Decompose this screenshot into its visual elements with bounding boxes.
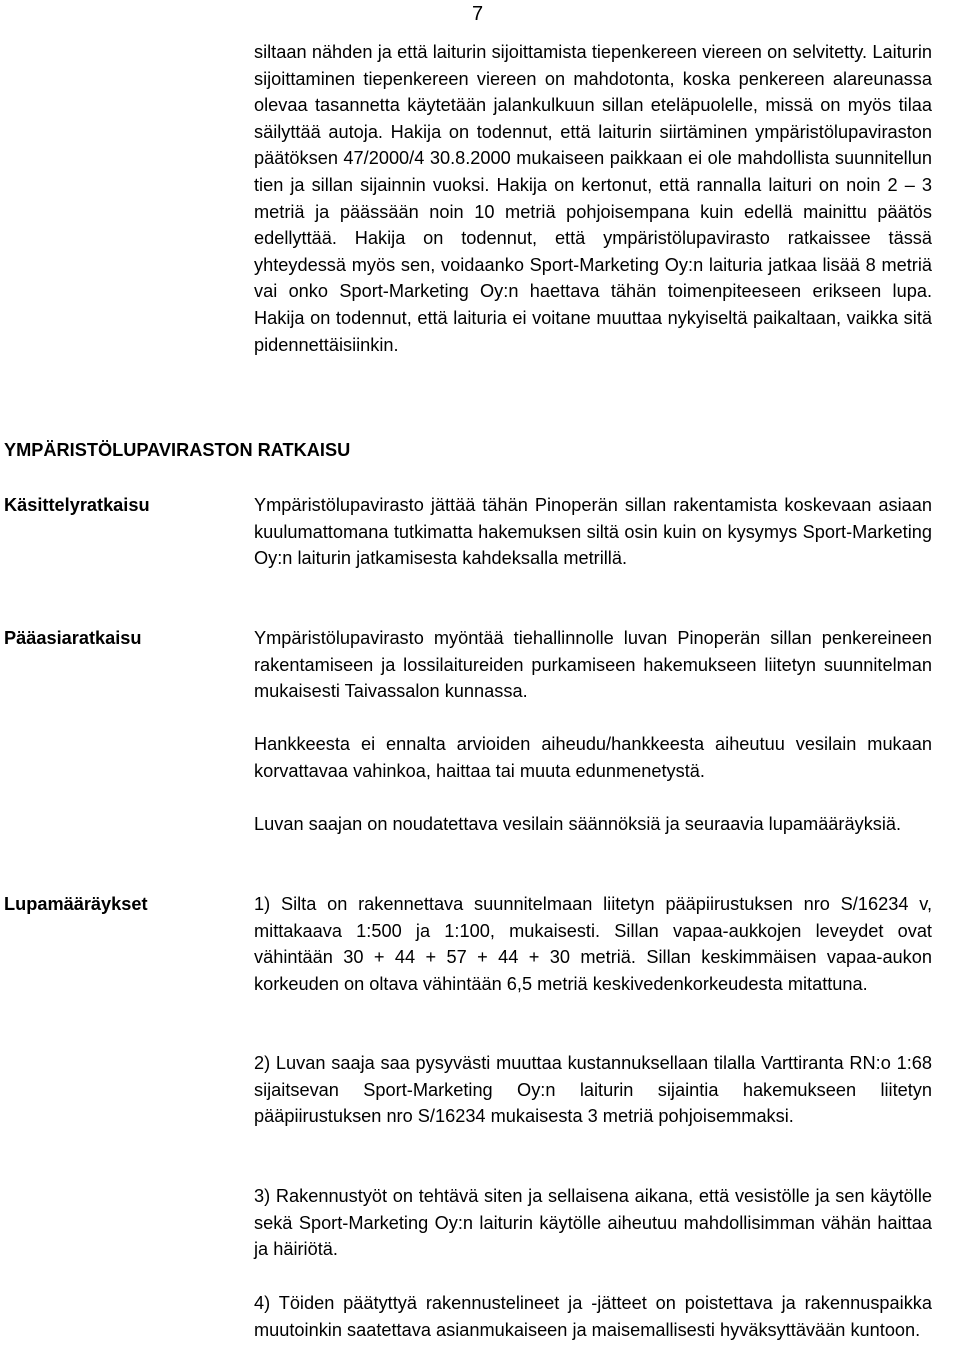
- intro-paragraph: siltaan nähden ja että laiturin sijoittamista tiepenkereen viereen on selvitetty. Laiturin sijoittaminen tiepenkereen viereen on mahdotonta, koska penkereen alareunassa olevaa tasannetta käytetään jalankulkuun sillan eteläpuolelle, missä on myös tilaa säilyttää autoja. Hakija on todennut, että laiturin siirtäminen ympäristölupaviraston päätöksen 47/2000/4 30.8.2000 mukaiseen paikkaan ei ole mahdollista suunnitellun tien ja sillan sijainnin vuoksi. Hakija on kertonut, että rannalla laituri on noin 2 – 3 metriä ja päässään noin 10 metriä pohjoisempana kuin edellä mainittu päätös edellyttää. Hakija on todennut, että ympäristölupavirasto ratkaissee tässä yhteydessä myös sen, voidaanko Sport-Marketing Oy:n laituria jatkaa lisää 8 metriä vai onko Sport-Marketing Oy:n haettava tähän toimenpiteeseen erikseen lupa. Hakija on todennut, että laituria ei voitane muuttaa nykyiseltä paikaltaan, vaikka sitä pidennettäisiinkin.: [254, 42, 932, 355]
- paaasiaratkaisu-paragraph: Luvan saajan on noudatettava vesilain säännöksiä ja seuraavia lupamääräyksiä.: [254, 814, 902, 834]
- paaasiaratkaisu-paragraph: Ympäristölupavirasto myöntää tiehallinnolle luvan Pinoperän sillan penkereineen rakentamiseen ja lossilaitureiden purkamiseen hakemukseen liitetyn suunnitelman mukaisesti Taivassalon kunnassa.: [254, 628, 932, 702]
- section-title: YMPÄRISTÖLUPAVIRASTON RATKAISU: [4, 440, 351, 460]
- kasittelyratkaisu-paragraph: Ympäristölupavirasto jättää tähän Pinoperän sillan rakentamista koskevaan asiaan kuulumattomana tutkimatta hakemuksen siltä osin kuin on kysymys Sport-Marketing Oy:n laiturin jatkamisesta kahdeksalla metrillä.: [254, 495, 932, 569]
- lupamaarays-item: 2) Luvan saaja saa pysyvästi muuttaa kustannuksellaan tilalla Varttiranta RN:o 1:68 sijaitsevan Sport-Marketing Oy:n laiturin sijaintia hakemukseen liitetyn pääpiirustuksen nro S/16234 mukaisesta 3 metriä pohjoisemmaksi.: [254, 1053, 932, 1127]
- lupamaaraykset-heading: Lupamääräykset: [4, 894, 148, 914]
- kasittelyratkaisu-heading: Käsittelyratkaisu: [4, 495, 150, 515]
- lupamaarays-item: 3) Rakennustyöt on tehtävä siten ja sellaisena aikana, että vesistölle ja sen käytölle sekä Sport-Marketing Oy:n laiturin käytölle aiheutuu mahdollisimman vähän haittaa ja häiriötä.: [254, 1186, 932, 1260]
- paaasiaratkaisu-paragraph: Hankkeesta ei ennalta arvioiden aiheudu/hankkeesta aiheutuu vesilain mukaan korvattavaa vahinkoa, haittaa tai muuta edunmenetystä.: [254, 734, 932, 781]
- page-number: 7: [472, 3, 484, 25]
- lupamaarays-item: 4) Töiden päätyttyä rakennustelineet ja -jätteet on poistettava ja rakennuspaikka muutoinkin saatettava asianmukaiseen ja maisemallisesti hyväksyttävään kuntoon.: [254, 1293, 932, 1340]
- lupamaarays-item: 1) Silta on rakennettava suunnitelmaan liitetyn pääpiirustuksen nro S/16234 v, mittakaava 1:500 ja 1:100, mukaisesti. Sillan vapaa-aukkojen leveydet ovat vähintään 30 + 44 + 57 + 44 + 30 metriä. Sillan keskimmäisen vapaa-aukon korkeuden on oltava vähintään 6,5 metriä keskivedenkorkeudesta mitattuna.: [254, 894, 932, 994]
- paaasiaratkaisu-heading: Pääasiaratkaisu: [4, 628, 142, 648]
